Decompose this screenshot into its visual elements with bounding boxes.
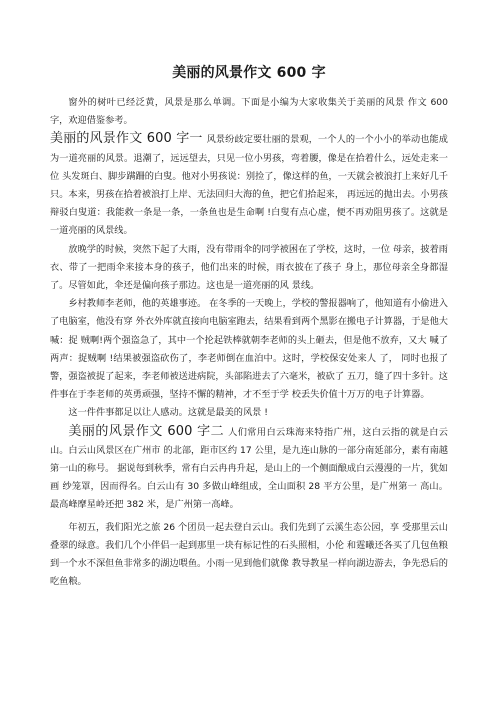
section1-heading: 美丽的风景作文 600 字一 bbox=[50, 131, 203, 147]
document-title: 美丽的风景作文 600 字 bbox=[172, 65, 326, 81]
section2-paragraph1 bbox=[50, 423, 448, 515]
section2-paragraph2: 年初五，我们阳光之旅 26 个团员一起去登白云山。我们先到了云溪生态公园，享 受那里云山叠翠的绿意。我们几个小伴侣一起到那里一块有标记性的石头照相，小伦 和霆曦还各买了几包鱼粮到一个水不深但鱼非常多的湖边喂鱼。小雨一见到他们就像 教导教星一样向湖边游去，争先恐后的吃鱼粮。 bbox=[50, 521, 448, 588]
intro-paragraph: 窗外的树叶已经泛黄，风景是那么单调。下面是小编为大家收集关于美丽的风景 作文 600 字，欢迎借鉴参考。 bbox=[50, 97, 448, 127]
section1-paragraph1 bbox=[50, 130, 448, 240]
section1-p1-text: 风景纷歧定要壮丽的景观，一个人的一个小小的举动也能成为一道亮丽的风景。退潮了，远远望去，只见一位小男孩，弯着腰，像是在拾着什么，远处走来一位 头发斑白、脚步蹒跚的白叟。他对小男孩说：别捡了，像这样的鱼，一天就会被浪打上来好几千只。本来，男孩在拾着被浪打上岸、无法回归大海的鱼，把它们拾起来， 再远远的抛出去。小男孩辩驳白叟道：我能救一条是一条，一条鱼也是生命啊 !白叟有点心虚，便不再劝阻男孩了。这就是一道亮丽的风景线。 bbox=[50, 134, 448, 237]
section1-paragraph4: 这一件件事都足以让人感动。这就是最美的风景 ! bbox=[68, 407, 268, 419]
section1-paragraph2: 放晚学的时候，突然下起了大雨，没有带雨伞的同学被困在了学校，这时，一位 母亲，披着雨衣、带了一把雨伞来接本身的孩子，他们出来的时候，雨衣披在了孩子 身上，那位母亲全身都湿了。尽管如此，伞还是偏向孩子那边。这也是一道亮丽的风 景线。 bbox=[50, 243, 448, 292]
section2-heading: 美丽的风景作文 600 字二 bbox=[68, 423, 225, 439]
section2-p1-text: 人们常用白云珠海来特指广州，这白云指的就是白云山。白云山风景区在广州市 的北部，距市区约 17 公里，是九连山脉的一部分南延部分，素有南越第一山的称号。 据说每到秋季，常有白云冉冉升起，是山上的一个侧面酿成白云漫漫的一片，犹如画 纱笼罩，因而得名。白云山有 30 多做山峰组成，全山面积 28 平方公里，是广州第一 高山。最高峰摩星岭还把 382 米，是广州第一高峰。 bbox=[50, 426, 448, 511]
section1-paragraph3: 乡村教师李老师，他的英雄事迹。 在冬季的一天晚上，学校的警报器响了，他知道有小偷进入了电脑室，他没有穿 外衣外库就直接向电脑室跑去，结果看到两个黑影在搬电子计算器，于是他大喊：捉 贼啊!两个强盗急了，其中一个抡起铁棒就朝李老师的头上砸去，但是他不放弃，又大 喊了两声：捉贼啊 !结果被强盗砍伤了，李老师倒在血泊中。这时，学校保安处来人 了， 同时也报了警，强盗被捉了起来，李老师被送进病院，头部陷进去了六毫米，被砍了 五刀，缝了四十多针。这件事在于李老师的英勇顽强，坚持不懈的精神，才不至于学 校丢失价值十万万的电子计算器。 bbox=[50, 298, 448, 401]
